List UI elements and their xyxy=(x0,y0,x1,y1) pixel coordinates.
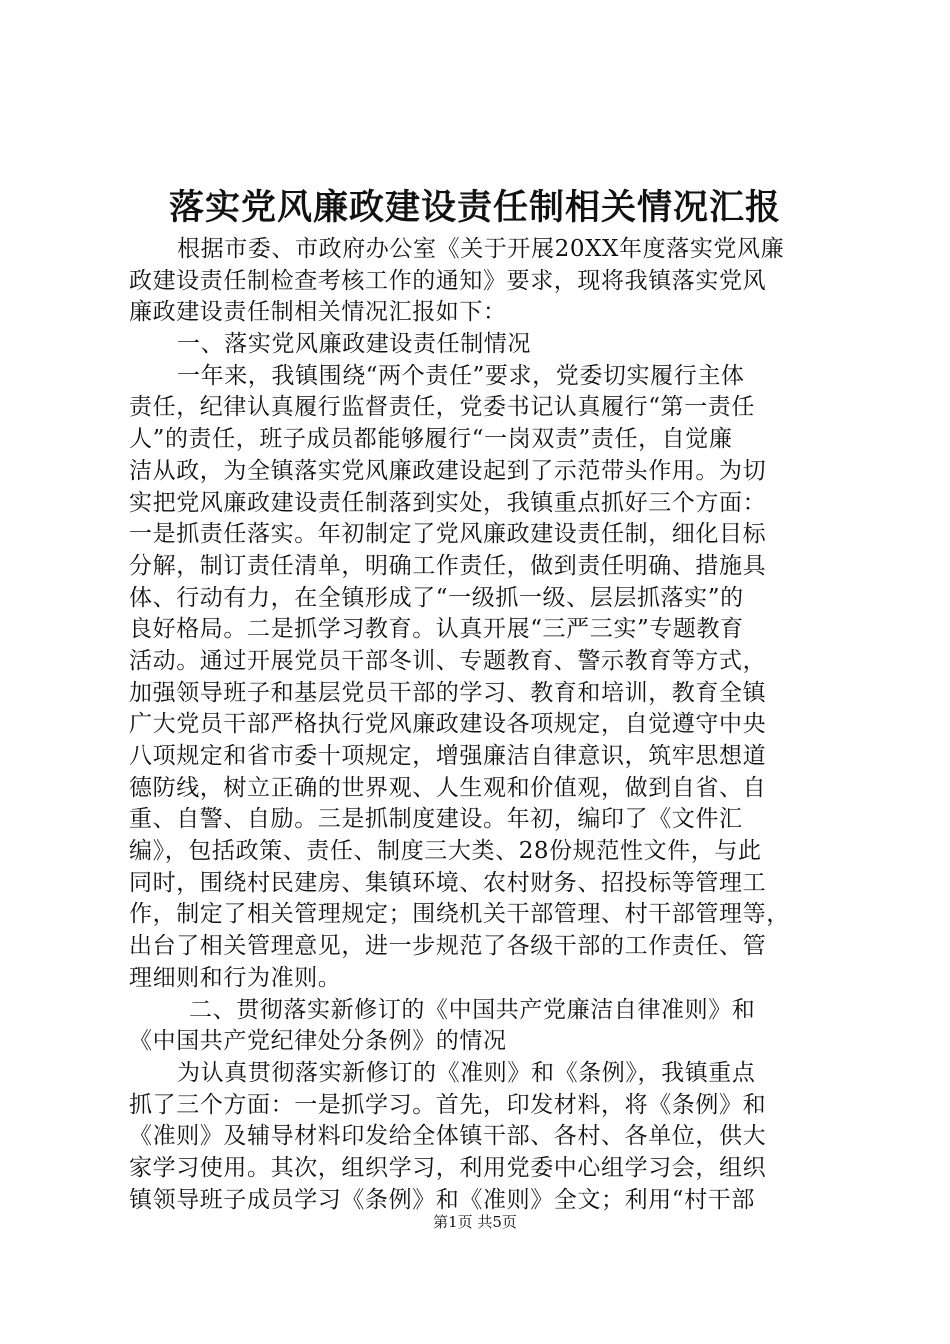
page-footer: 第1页 共5页 xyxy=(433,1213,517,1231)
text-line: 活动。通过开展党员干部冬训、专题教育、警示教育等方式， xyxy=(129,647,767,674)
text-line: 《准则》及辅导材料印发给全体镇干部、各村、各单位，供大 xyxy=(129,1123,767,1150)
text-line: 政建设责任制检查考核工作的通知》要求，现将我镇落实党风 xyxy=(129,267,767,294)
text-line: 广大党员干部严格执行党风廉政建设各项规定，自觉遵守中央 xyxy=(129,711,767,738)
text-line: 编》，包括政策、责任、制度三大类、28份规范性文件，与此 xyxy=(129,838,762,865)
text-line: 分解，制订责任清单，明确工作责任，做到责任明确、措施具 xyxy=(129,552,767,579)
section-heading-continued: 《中国共产党纪律处分条例》的情况 xyxy=(129,1028,507,1055)
text-line: 镇领导班子成员学习《条例》和《准则》全文；利用“村干部 xyxy=(129,1186,755,1213)
text-line: 责任，纪律认真履行监督责任，党委书记认真履行“第一责任 xyxy=(129,394,755,421)
text-line: 德防线，树立正确的世界观、人生观和价值观，做到自省、自 xyxy=(129,774,767,801)
text-line: 体、行动有力，在全镇形成了“一级抓一级、层层抓落实”的 xyxy=(129,584,744,611)
text-line: 家学习使用。其次，组织学习，利用党委中心组学习会，组织 xyxy=(129,1154,767,1181)
text-line: 同时，围绕村民建房、集镇环境、农村财务、招投标等管理工 xyxy=(129,869,767,896)
document-body xyxy=(129,234,839,1216)
text-line: 一年来，我镇围绕“两个责任”要求，党委切实履行主体 xyxy=(177,362,745,389)
section-heading: 二、贯彻落实新修订的《中国共产党廉洁自律准则》和 xyxy=(189,996,756,1023)
text-line: 抓了三个方面：一是抓学习。首先，印发材料，将《条例》和 xyxy=(129,1091,767,1118)
text-line: 作，制定了相关管理规定；围绕机关干部管理、村干部管理等， xyxy=(129,901,790,928)
text-line: 洁从政，为全镇落实党风廉政建设起到了示范带头作用。为切 xyxy=(129,457,767,484)
text-line: 重、自警、自励。三是抓制度建设。年初，编印了《文件汇 xyxy=(129,806,743,833)
text-line: 八项规定和省市委十项规定，增强廉洁自律意识，筑牢思想道 xyxy=(129,743,767,769)
text-line: 良好格局。二是抓学习教育。认真开展“三严三实”专题教育 xyxy=(129,616,744,643)
text-line: 理细则和行为准则。 xyxy=(129,964,342,991)
text-line: 人”的责任，班子成员都能够履行“一岗双责”责任，自觉廉 xyxy=(129,426,733,453)
text-line: 加强领导班子和基层党员干部的学习、教育和培训，教育全镇 xyxy=(129,679,767,706)
text-line: 根据市委、市政府办公室《关于开展20XX年度落实党风廉 xyxy=(177,236,785,262)
text-line: 实把党风廉政建设责任制落到实处，我镇重点抓好三个方面： xyxy=(129,489,767,516)
text-line: 一是抓责任落实。年初制定了党风廉政建设责任制，细化目标 xyxy=(129,521,767,548)
text-line: 廉政建设责任制相关情况汇报如下： xyxy=(129,299,507,326)
text-line: 出台了相关管理意见，进一步规范了各级干部的工作责任、管 xyxy=(129,933,767,960)
document-title: 落实党风廉政建设责任制相关情况汇报 xyxy=(168,187,781,228)
section-heading: 一、落实党风廉政建设责任制情况 xyxy=(177,331,531,358)
text-line: 为认真贯彻落实新修订的《准则》和《条例》，我镇重点 xyxy=(177,1059,756,1086)
